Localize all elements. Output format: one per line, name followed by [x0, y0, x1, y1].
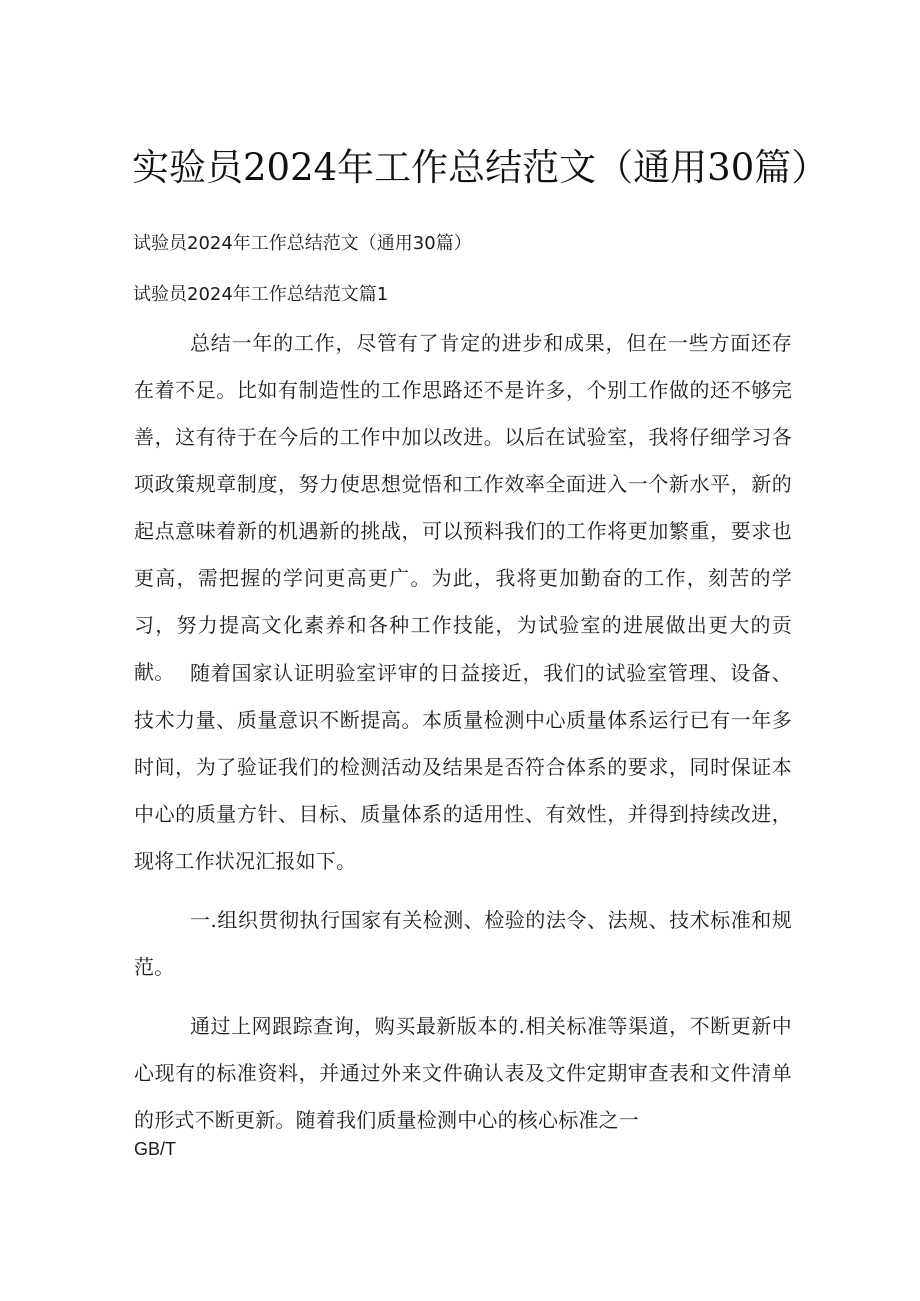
paragraph-text: 随着国家认证明验室评审的日益接近，我们的试验室管理、设备、技术力量、质量意识不断提高。本质量检测中心质量体系运行已有一年多时间，为了验证我们的检测活动及结果是否符合体系的要求，同时保证本中心的质量方针、目标、质量体系的适用性、有效性，并得到持续改进，现将工作状况汇报如下。	[134, 661, 792, 873]
paragraph-text: 一.组织贯彻执行国家有关检测、检验的法令、法规、技术标准和规范。	[134, 908, 792, 979]
body-paragraph-3	[134, 897, 792, 991]
document-subtitle: 试验员2024年工作总结范文（通用30篇）	[133, 233, 472, 254]
section-heading: 试验员2024年工作总结范文篇1	[133, 284, 389, 305]
document-title: 实验员2024年工作总结范文（通用30篇）	[132, 146, 829, 189]
trailing-text: GB/T	[134, 1139, 177, 1159]
body-paragraph-1	[134, 320, 792, 696]
body-paragraph-4	[134, 1003, 792, 1144]
body-paragraph-2	[134, 650, 792, 885]
paragraph-text: 总结一年的工作，尽管有了肯定的进步和成果，但在一些方面还存在着不足。比如有制造性的工作思路还不是许多，个别工作做的还不够完善，这有待于在今后的工作中加以改进。以后在试验室，我将仔细学习各项政策规章制度，努力使思想觉悟和工作效率全面进入一个新水平，新的起点意味着新的机遇新的挑战，可以预料我们的工作将更加繁重，要求也更高，需把握的学问更高更广。为此，我将更加勤奋的工作，刻苦的学习，努力提高文化素养和各种工作技能，为试验室的进展做出更大的贡献。	[134, 331, 792, 684]
paragraph-text: 通过上网跟踪查询，购买最新版本的.相关标准等渠道，不断更新中心现有的标准资料，并通过外来文件确认表及文件定期审查表和文件清单的形式不断更新。随着我们质量检测中心的核心标准之一	[134, 1014, 792, 1132]
